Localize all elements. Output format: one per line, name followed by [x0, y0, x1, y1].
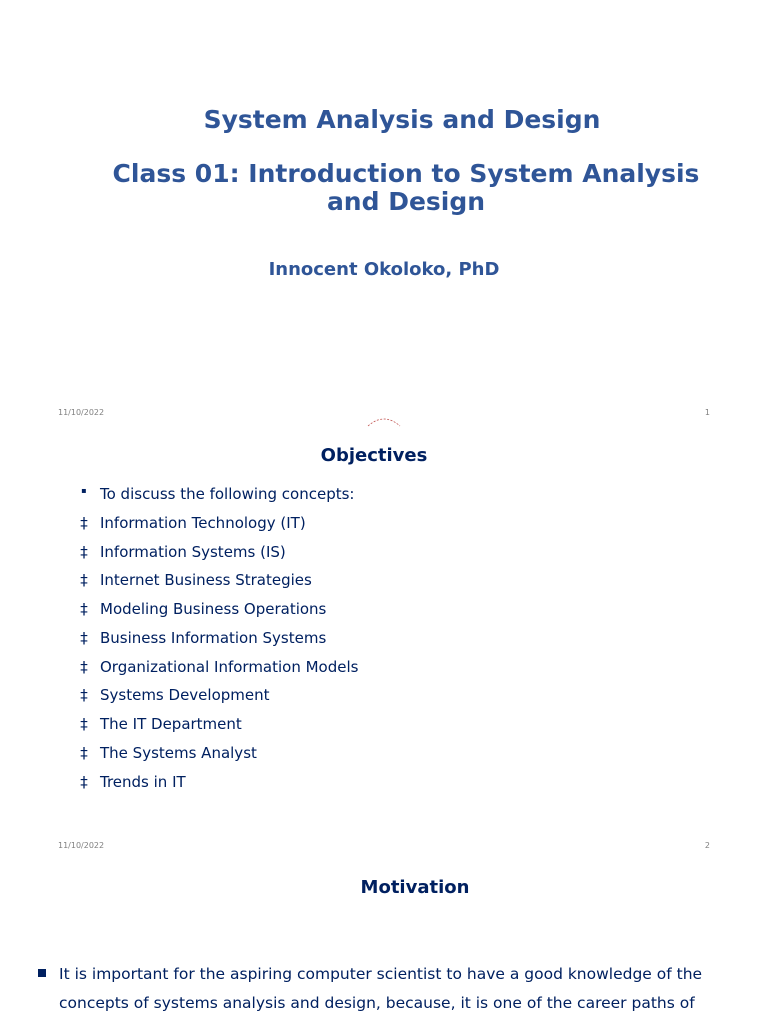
- list-item-text: To discuss the following concepts:: [100, 485, 355, 503]
- double-dagger-icon: ‡: [80, 658, 88, 676]
- list-item: [0, 653, 500, 681]
- motivation-heading: Motivation: [360, 877, 470, 898]
- square-bullet-icon: ▪: [81, 486, 87, 495]
- author-name: Innocent Okoloko, PhD: [268, 259, 500, 280]
- motivation-paragraph: It is important for the aspiring computer scientist to have a good knowledge of the concepts of systems analysis and design, because, it is one of the career paths of: [59, 965, 703, 1012]
- double-dagger-icon: ‡: [80, 773, 88, 791]
- slide1-footer-date: 11/10/2022: [58, 408, 105, 417]
- double-dagger-icon: ‡: [80, 600, 88, 618]
- list-item: [0, 509, 500, 537]
- list-item: [0, 710, 500, 738]
- list-item: [0, 624, 500, 652]
- double-dagger-icon: ‡: [80, 715, 88, 733]
- slide1-page-number: 1: [704, 408, 710, 417]
- double-dagger-icon: ‡: [80, 571, 88, 589]
- slide-subtitle: Class 01: Introduction to System Analysis and Design: [112, 159, 700, 216]
- list-item-text: Business Information Systems: [100, 629, 327, 647]
- double-dagger-icon: ‡: [80, 543, 88, 561]
- list-item-text: The IT Department: [100, 715, 242, 733]
- list-item-text: Systems Development: [100, 686, 270, 704]
- list-item-text: Trends in IT: [100, 773, 186, 791]
- list-item-text: Internet Business Strategies: [100, 571, 312, 589]
- double-dagger-icon: ‡: [80, 629, 88, 647]
- list-item: [0, 566, 500, 594]
- double-dagger-icon: ‡: [80, 744, 88, 762]
- list-item-text: Information Technology (IT): [100, 514, 306, 532]
- list-item-text: Organizational Information Models: [100, 658, 359, 676]
- decorative-arc: [366, 414, 402, 428]
- list-item: [0, 739, 500, 767]
- list-item: [0, 768, 500, 796]
- list-item: [0, 480, 500, 508]
- slide-title: System Analysis and Design: [203, 105, 601, 134]
- list-item-text: The Systems Analyst: [100, 744, 257, 762]
- double-dagger-icon: ‡: [80, 686, 88, 704]
- square-bullet-icon: [38, 968, 48, 978]
- list-item-text: Modeling Business Operations: [100, 600, 327, 618]
- list-item-text: Information Systems (IS): [100, 543, 286, 561]
- list-item: [0, 538, 500, 566]
- slide2-footer-date: 11/10/2022: [58, 841, 105, 850]
- double-dagger-icon: ‡: [80, 514, 88, 532]
- slide2-page-number: 2: [704, 841, 710, 850]
- list-item: [0, 595, 500, 623]
- list-item: [0, 681, 500, 709]
- objectives-heading: Objectives: [320, 445, 428, 466]
